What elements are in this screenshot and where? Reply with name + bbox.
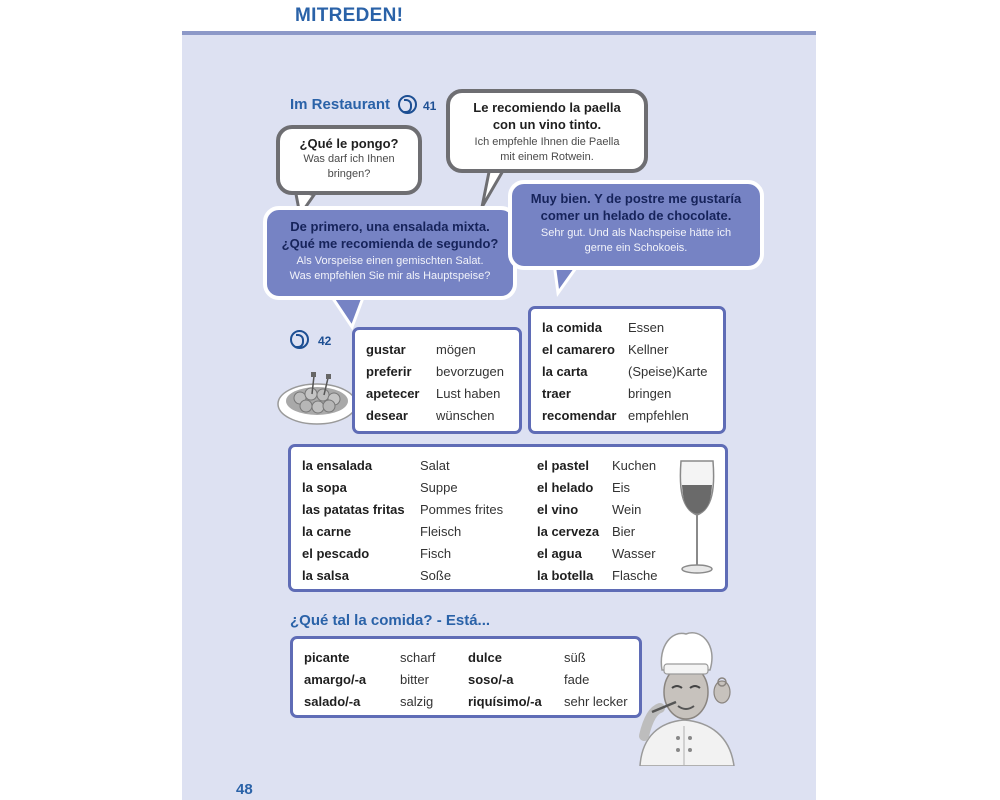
vocab-es: el pescado [302, 546, 370, 561]
bubble-de-text-line1: Sehr gut. Und als Nachspeise hätte ich [540, 227, 732, 239]
vocab-de: Fleisch [420, 524, 462, 539]
vocab-es: las patatas fritas [302, 502, 405, 517]
vocab-de: Flasche [612, 568, 658, 583]
vocab-es: el agua [537, 546, 582, 561]
speech-bubble-guest-order [263, 206, 517, 300]
vocab-es: la salsa [302, 568, 349, 583]
vocab-de: Salat [420, 458, 450, 473]
chef-icon [622, 626, 748, 766]
vocab-de: Eis [612, 480, 631, 495]
audio-track-number: 42 [318, 334, 332, 348]
bubble-de-text-line2: mit einem Rotwein. [500, 151, 594, 163]
bubble-es-text-line1: De primero, una ensalada mixta. [290, 219, 490, 234]
vocab-es: la sopa [302, 480, 347, 495]
vocab-es: la carne [302, 524, 352, 539]
vocab-de: Pommes frites [420, 502, 504, 517]
vocab-es: la comida [542, 320, 602, 335]
vocab-es: dulce [468, 650, 502, 665]
bubble-es-text-line1: Muy bien. Y de postre me gustaría [530, 191, 742, 206]
vocab-es: gustar [366, 342, 406, 357]
bubble-de-text-line2: bringen? [327, 168, 371, 180]
vocab-de: fade [564, 672, 590, 687]
page-number: 48 [236, 781, 253, 798]
vocab-de: scharf [400, 650, 436, 665]
vocab-es: el camarero [542, 342, 615, 357]
vocab-de: salzig [400, 694, 434, 709]
vocab-es: traer [542, 386, 571, 401]
taste-vocabulary-box [290, 636, 642, 718]
vocab-de: empfehlen [628, 408, 689, 423]
bubble-de-text-line2: gerne ein Schokoeis. [584, 242, 688, 254]
vocab-de: sehr lecker [564, 694, 628, 709]
vocab-de: Wein [612, 502, 642, 517]
bubble-es-text-line2: ¿Qué me recomienda de segundo? [281, 236, 499, 251]
taste-section-title: ¿Qué tal la comida? - Está... [290, 612, 491, 629]
vocab-de: Fisch [420, 546, 452, 561]
vocab-es: la cerveza [537, 524, 600, 539]
vocab-de: Kuchen [612, 458, 657, 473]
vocab-de: Suppe [420, 480, 458, 495]
vocab-de: bevorzugen [436, 364, 504, 379]
vocab-de: wünschen [436, 408, 495, 423]
vocab-es: la carta [542, 364, 588, 379]
vocab-de: Soße [420, 568, 452, 583]
bubble-es-text-line2: con un vino tinto. [492, 117, 602, 132]
vocab-de: Essen [628, 320, 665, 335]
bubble-de-text-line1: Was darf ich Ihnen [303, 153, 395, 165]
vocab-es: recomendar [542, 408, 617, 423]
vocab-es: el pastel [537, 458, 590, 473]
speech-bubble-waiter-question [276, 125, 422, 195]
bubble-tail-2 [482, 167, 504, 207]
vocab-es: riquísimo/-a [468, 694, 542, 709]
vocab-es: apetecer [366, 386, 420, 401]
vocab-es: soso/-a [468, 672, 514, 687]
restaurant-vocabulary-box [528, 306, 726, 434]
restaurant-section-title: Im Restaurant [290, 96, 391, 113]
olives-bowl-icon [276, 366, 358, 426]
page-header-title: MITREDEN! [295, 5, 404, 26]
vocab-es: preferir [366, 364, 412, 379]
vocab-de: bitter [400, 672, 429, 687]
vocab-es: picante [304, 650, 350, 665]
vocab-de: Kellner [628, 342, 669, 357]
vocab-de: Bier [612, 524, 636, 539]
food-vocabulary-box [288, 444, 728, 592]
wine-glass-icon [675, 457, 719, 579]
verbs-vocabulary-box [352, 327, 522, 434]
bubble-es-text-line1: Le recomiendo la paella [473, 100, 621, 115]
speech-bubble-guest-dessert [508, 180, 764, 270]
audio-ear-icon [290, 330, 309, 349]
vocab-es: la ensalada [302, 458, 373, 473]
vocab-es: el vino [537, 502, 579, 517]
vocab-de: mögen [436, 342, 476, 357]
vocab-de: süß [564, 650, 586, 665]
vocab-es: el helado [537, 480, 594, 495]
vocab-de: Wasser [612, 546, 656, 561]
bubble-de-text-line1: Als Vorspeise einen gemischten Salat. [296, 255, 484, 267]
vocab-de: (Speise)Karte [628, 364, 708, 379]
vocab-de: bringen [628, 386, 672, 401]
bubble-es-text-line2: comer un helado de chocolate. [540, 208, 732, 223]
bubble-de-text-line1: Ich empfehle Ihnen die Paella [474, 136, 620, 148]
audio-track-number: 41 [423, 99, 437, 113]
vocab-es: amargo/-a [304, 672, 367, 687]
vocab-es: desear [366, 408, 408, 423]
vocab-es: la botella [537, 568, 594, 583]
vocab-es: salado/-a [304, 694, 361, 709]
bubble-es-text: ¿Qué le pongo? [299, 136, 399, 151]
speech-bubble-waiter-recommendation [446, 89, 648, 173]
bubble-de-text-line2: Was empfehlen Sie mir als Hauptspeise? [289, 270, 491, 282]
vocab-de: Lust haben [436, 386, 501, 401]
